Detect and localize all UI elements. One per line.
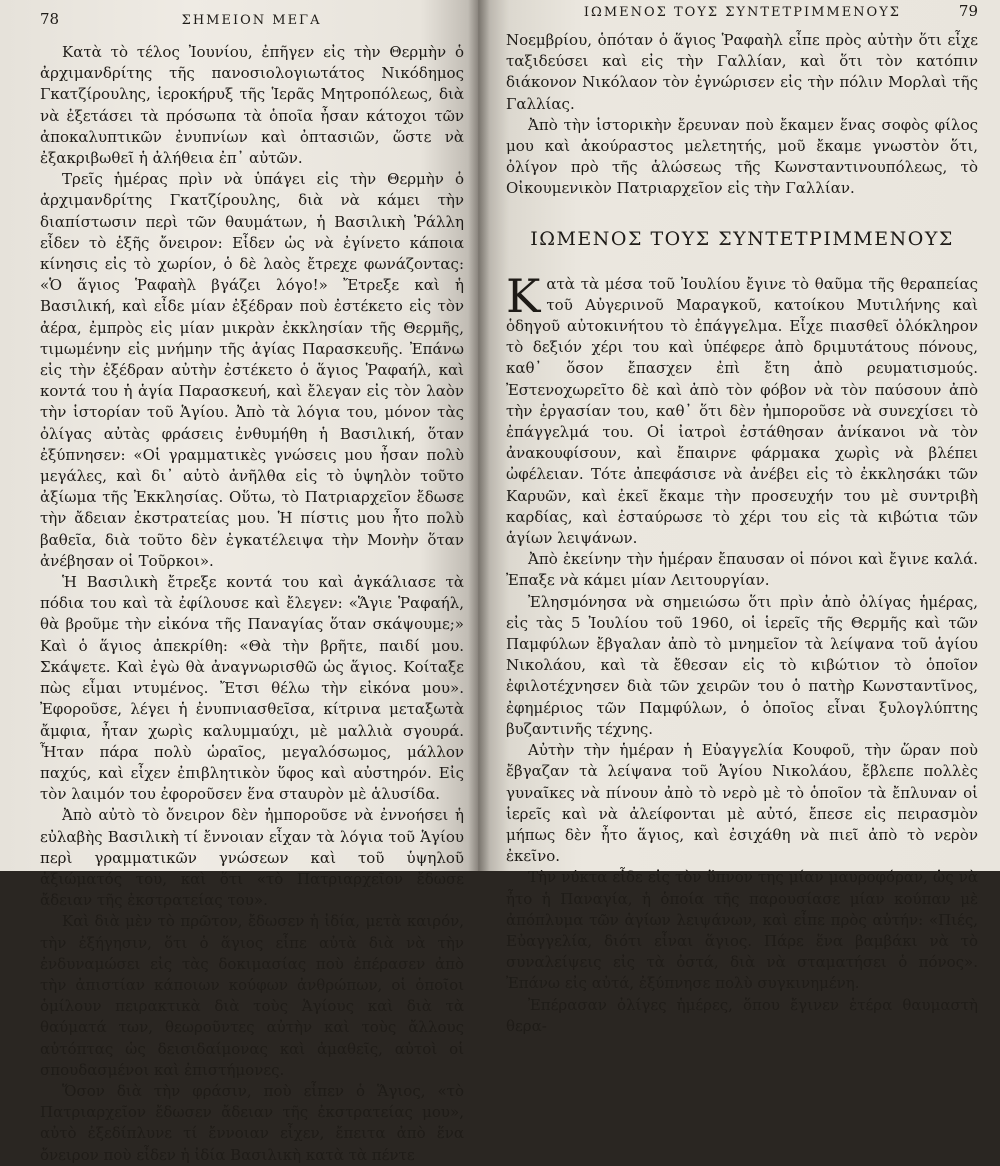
right-section-paragraph-4: Αὐτὴν τὴν ἡμέραν ἡ Εὐαγγελία Κουφοῦ, τὴν ὥραν ποὺ ἔβγαζαν τὰ λείψανα τοῦ Ἁγίου Νικολάου, ἔβλεπε πολλὲς γυναῖκες νὰ πίνουν ἀπὸ τὸ νερὸ μὲ τὸ ὁποῖον τὰ ἔπλυναν οἱ ἱερεῖς καὶ νὰ ἀλείφονται μὲ αὐτό, ἔπεσε εἰς πειρασμὸν μήπως δὲν ἦτο ἅγιος, καὶ ἐσιχάθη νὰ πιεῖ ἀπὸ τὸ νερὸν ἐκεῖνο. [506,741,978,866]
left-paragraph-2: Τρεῖς ἡμέρας πρὶν νὰ ὑπάγει εἰς τὴν Θερμὴν ὁ ἀρχιμανδρίτης Γκατζίρουλης, διὰ νὰ κάμει τὴν διαπίστωσιν περὶ τῶν θαυμάτων, ἡ Βασιλικὴ Ῥάλλη εἶδεν τὸ ἑξῆς ὄνειρον: Εἶδεν ὡς νὰ ἐγίνετο κάποια κίνησις εἰς τὸ χωρίον, ὁ δὲ λαὸς ἔτρεχε φωνάζοντας: «Ὁ ἅγιος Ῥαφαὴλ βγάζει λόγο!» Ἔτρεξε καὶ ἡ Βασιλική, καὶ εἶδε μίαν ἐξέδραν ποὺ ἐστέκετο εἰς τὸν ἀέρα, ἐμπρὸς εἰς μίαν μικρὰν ἐκκλησίαν τῆς Θερμῆς, τιμωμένην εἰς μνήμην τῆς ἁγίας Παρασκευῆς. Ἐπάνω εἰς τὴν ἐξέδραν αὐτὴν ἐστέκετο ὁ ἅγιος Ῥαφαήλ, καὶ κοντά του ἡ ἁγία Παρασκευή, καὶ ἔλεγαν εἰς τὸν λαὸν τὴν ἱστορίαν τοῦ Ἁγίου. Ἀπὸ τὰ λόγια του, μόνον τὰς ὀλίγας αὐτὰς φράσεις ἐνθυμήθη ἡ Βασιλική, ὅταν ἐξύπνησεν: «Οἱ γραμματικὲς γνώσεις μου ἦσαν πολὺ μεγάλες, καὶ δι᾽ αὐτὸ ἀνῆλθα εἰς τὸ ὑψηλὸν τοῦτο ἀξίωμα τῆς Ἐκκλησίας. Οὕτω, τὸ Πατριαρχεῖον ἔδωσε τὴν ἄδειαν ἐκστρατείας μου. Ἡ πίστις μου ἦτο πολὺ βαθεῖα, διὰ τοῦτο δὲν ἐγκατέλειψα τὴν Μονὴν ὅταν ἀνέβησαν οἱ Τοῦρκοι». [40,170,464,570]
right-body-text [506,30,978,1037]
right-section-paragraph-3: Ἐλησμόνησα νὰ σημειώσω ὅτι πρὶν ἀπὸ ὀλίγας ἡμέρας, εἰς τὰς 5 Ἰουλίου τοῦ 1960, οἱ ἱερεῖς τῆς Θερμῆς καὶ τῶν Παμφύλων ἔβγαλαν ἀπὸ τὸ μνημεῖον τὰ λείψανα τοῦ ἁγίου Νικολάου, καὶ τὰ ἔθεσαν εἰς τὸ κιβώτιον τὸ ὁποῖον ἐφιλοτέχνησεν διὰ τῶν χειρῶν του ὁ πατὴρ Κωνσταντῖνος, ἐφημέριος τῶν Παμφύλων, ὁ ὁποῖος εἶναι ξυλογλύπτης βυζαντινῆς τέχνης. [506,592,978,738]
left-body-text [40,42,464,1166]
right-carryover-paragraph: Νοεμβρίου, ὁπόταν ὁ ἅγιος Ῥαφαὴλ εἶπε πρὸς αὐτὴν ὅτι εἶχε ταξιδεύσει καὶ εἰς τὴν Γαλλίαν, καὶ ὅτι τὸν κατόπιν διάκονον Νικόλαον τὸν ἐγνώρισεν εἰς τὴν πόλιν Μορλαὶ τῆς Γαλλίας. [506,31,978,113]
left-page-number: 78 [40,10,60,28]
right-first-section-paragraph [506,268,978,550]
right-section-paragraph-1-text: ατὰ τὰ μέσα τοῦ Ἰουλίου ἔγινε τὸ θαῦμα τῆς θεραπείας τοῦ Αὐγερινοῦ Μαραγκοῦ, κατοίκου Μυτιλήνης καὶ ὁδηγοῦ αὐτοκινήτου τὸ ἐπάγγελμα. Εἶχε πιασθεῖ ὁλόκληρον τὸ δεξιόν χέρι του καὶ ὑπέφερε ἀπὸ δριμυτάτους πόνους, καθ᾽ ὅσον ἔπασχεν ἐπὶ ἔτη ἀπὸ ρευματισμούς. Ἐστενοχωρεῖτο δὲ καὶ ἀπὸ τὸν φόβον νὰ τὸν παύσουν ἀπὸ τὴν ἐργασίαν του, καθ᾽ ὅτι δὲν ἠμποροῦσε νὰ συνεχίσει τὸ ἐπάγγελμά του. Οἱ ἰατροὶ ἐστάθησαν ἀνίκανοι νὰ τὸν ἀνακουφίσουν, καὶ ἔπαιρνε φάρμακα χωρὶς νὰ βλέπει ὠφέλειαν. Τότε ἀπεφάσισε νὰ ἀνέβει εἰς τὸ ἐκκλησάκι τῶν Καρυῶν, καὶ ἐκεῖ ἔκαμε τὴν προσευχήν του μὲ συντριβὴ καρδίας, καὶ ἐσταύρωσε τὸ χέρι του εἰς τὰ κιβώτια τῶν ἁγίων λειψάνων. [506,274,978,548]
right-section-paragraph-6: Ἐπέρασαν ὀλίγες ἡμέρες, ὅπου ἔγινεν ἑτέρα θαυμαστὴ θερα- [506,995,978,1035]
right-paragraph-2: Ἀπὸ τὴν ἱστορικὴν ἔρευναν ποὺ ἔκαμεν ἕνας σοφὸς φίλος μου καὶ ἀκούραστος μελετητής, μοῦ ἔκαμε γνωστὸν ὅτι, ὀλίγον πρὸ τῆς ἁλώσεως τῆς Κωνσταντινουπόλεως, τὸ Οἰκουμενικὸν Πατριαρχεῖον εἰς τὴν Γαλλίαν. [506,115,978,198]
right-running-head [506,2,978,20]
left-page [0,0,478,1164]
right-page-number: 79 [958,2,978,20]
left-paragraph-1: Κατὰ τὸ τέλος Ἰουνίου, ἐπῆγεν εἰς τὴν Θερμὴν ὁ ἀρχιμανδρίτης τῆς πανοσιολογιωτάτος Νικόδημος Γκατζίρουλης, ἱεροκήρυξ τῆς Ἱερᾶς Μητροπόλεως, διὰ νὰ ἐξετάσει τὰ πρόσωπα τὰ ὁποῖα ἦσαν κάτοχοι τῶν ἀποκαλυπτικῶν ἐνυπνίων καὶ ὀπτασιῶν, ὥστε νὰ ἐξακριβωθεῖ ἡ ἀλήθεια ἐπ᾽ αὐτῶν. [40,43,464,168]
left-paragraph-3: Ἡ Βασιλικὴ ἔτρεξε κοντά του καὶ ἀγκάλιασε τὰ πόδια του καὶ τὰ ἐφίλουσε καὶ ἔλεγεν: «Ἅγιε Ῥαφαήλ, θὰ βροῦμε τὴν εἰκόνα τῆς Παναγίας ὅταν σκάψουμε;» Καὶ ὁ ἅγιος ἀπεκρίθη: «Θὰ τὴν βρῆτε, παιδί μου. Σκάψετε. Καὶ ἐγὼ θὰ ἀναγνωρισθῶ ὡς ἅγιος. Κοίταξε πὼς εἶμαι ντυμένος. Ἔτσι θέλω τὴν εἰκόνα μου». Ἐφοροῦσε, λέγει ἡ ἐνυπνιασθεῖσα, κίτρινα μεταξωτὰ ἄμφια, ἦταν χωρὶς καλυμμαύχι, μὲ μαλλιὰ σγουρά. Ἦταν πάρα πολὺ ὡραῖος, μεγαλόσωμος, μάλλον παχύς, καὶ εἶχεν ἐπιβλητικὸν ὕφος καὶ αὐστηρόν. Εἰς τὸν λαιμόν του ἐφοροῦσεν ἕνα σταυρὸν μὲ ἁλυσίδα. [40,573,464,804]
right-running-title: ΙΩΜΕΝΟΣ ΤΟΥΣ ΣΥΝΤΕΤΡΙΜΜΕΝΟΥΣ [583,5,901,20]
left-paragraph-4: Ἀπὸ αὐτὸ τὸ ὄνειρον δὲν ἠμποροῦσε νὰ ἐννοήσει ἡ εὐλαβὴς Βασιλικὴ τί ἔννοιαν εἶχαν τὰ λόγια τοῦ Ἁγίου περὶ γραμματικῶν γνώσεων καὶ τοῦ ὑψηλοῦ ἀξιώματός του, καὶ ὅτι «τὸ Πατριαρχεῖον ἔδωσε ἄδειαν τῆς ἐκστρατείας του». [40,806,464,910]
left-paragraph-6: Ὅσον διὰ τὴν φράσιν, ποὺ εἶπεν ὁ Ἅγιος, «τὸ Πατριαρχεῖον ἔδωσεν ἄδειαν τῆς ἐκστρατείας μου», αὐτὸ ἐξεδίπλυνε τί ἔννοιαν εἶχεν, ἔπειτα ἀπὸ ἕνα ὄνειρον ποὺ εἶδεν ἡ ἰδία Βασιλικὴ κατὰ τὰ πέντε [40,1081,464,1164]
left-paragraph-5: Καὶ διὰ μὲν τὸ πρῶτον, ἔδωσεν ἡ ἰδία, μετὰ καιρόν, τὴν ἐξήγησιν, ὅτι ὁ ἅγιος εἶπε αὐτὰ διὰ νὰ τὴν ἐνδυναμώσει εἰς τὰς δοκιμασίας ποὺ ἐπέρασεν ἀπὸ τὴν ἀπιστίαν κάποιων κούφων ἀνθρώπων, οἱ ὁποῖοι ὁμίλουν πειρακτικὰ διὰ τοὺς Ἁγίους καὶ διὰ τὰ θαύματά των, θεωροῦντες αὐτὴν καὶ τοὺς ἄλλους αὐτόπτας ὡς δεισιδαίμονας καὶ ἀμαθεῖς, αὐτοὶ οἱ σπουδασμένοι καὶ ἐπιστήμονες. [40,912,464,1079]
left-running-head [40,10,464,28]
section-title: ΙΩΜΕΝΟΣ ΤΟΥΣ ΣΥΝΤΕΤΡΙΜΜΕΝΟΥΣ [530,227,954,250]
right-section-paragraph-5: Τὴν νύκτα εἶδε εἰς τὸν ὕπνον της μίαν μαυροφόραν, ὡς νὰ ἦτο ἡ Παναγία, ἡ ὁποία τῆς παρουσίασε μίαν κούπαν μὲ ἀπόπλυμα τῶν ἁγίων λειψάνων, καὶ εἶπε πρὸς αὐτήν: «Πιές, Εὐαγγελία, διότι εἶναι ἅγιος. Πάρε ἕνα βαμβάκι νὰ τὸ συναλείψεις εἰς τὰ ὀστά, διὰ νὰ σταματήσει ὁ πόνος». Ἐπάνω εἰς αὐτά, ἐξύπνησε πολὺ συγκινημένη. [506,868,978,993]
book-gutter [468,0,490,871]
right-page [478,0,1000,1035]
right-section-paragraph-2: Ἀπὸ ἐκείνην τὴν ἡμέραν ἔπαυσαν οἱ πόνοι καὶ ἔγινε καλά. Ἐπαξε νὰ κάμει μίαν Λειτουργίαν. [506,550,978,590]
left-running-title: ΣΗΜΕΙΟΝ ΜΕΓΑ [181,13,322,28]
drop-cap: Κ [506,268,541,323]
